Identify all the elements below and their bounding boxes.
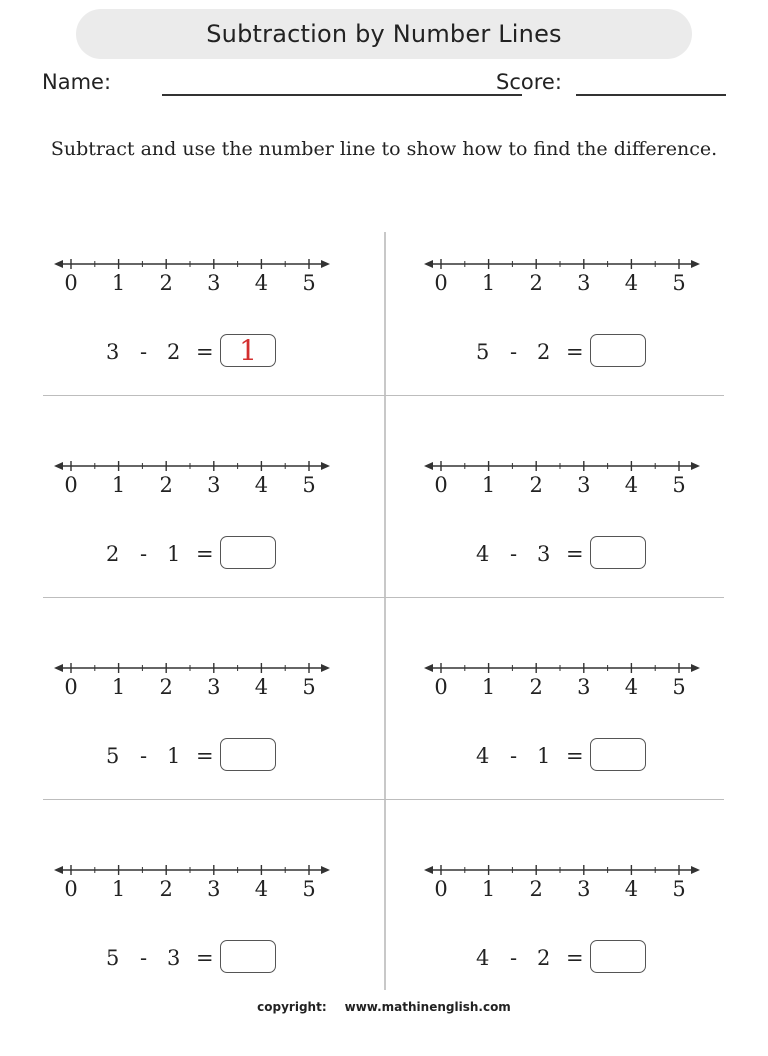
minuend: 4 bbox=[476, 542, 490, 566]
answer-box[interactable] bbox=[590, 536, 646, 569]
subtrahend: 2 bbox=[537, 946, 551, 970]
tick-label: 4 bbox=[624, 675, 639, 699]
tick-label: 0 bbox=[434, 473, 448, 497]
tick-label: 0 bbox=[434, 675, 448, 699]
tick-label: 4 bbox=[254, 675, 269, 699]
tick-label: 3 bbox=[577, 473, 591, 497]
right-arrow-icon bbox=[321, 664, 330, 672]
title-bar bbox=[76, 9, 692, 59]
tick-label: 3 bbox=[577, 877, 591, 901]
tick-label: 2 bbox=[529, 675, 543, 699]
subtrahend: 3 bbox=[167, 946, 181, 970]
problem-2 bbox=[424, 250, 764, 450]
minus-sign: - bbox=[510, 744, 518, 768]
tick-label: 5 bbox=[672, 271, 686, 295]
number-line[interactable] bbox=[54, 654, 344, 704]
instructions: Subtract and use the number line to show how to find the difference. bbox=[50, 138, 718, 160]
minuend: 3 bbox=[106, 340, 120, 364]
minuend: 2 bbox=[106, 542, 120, 566]
problem-1 bbox=[54, 250, 394, 450]
tick-label: 3 bbox=[207, 473, 221, 497]
problem-5 bbox=[54, 654, 394, 854]
copyright-url[interactable]: www.mathinenglish.com bbox=[344, 1000, 511, 1014]
minus-sign: - bbox=[510, 946, 518, 970]
equals-sign: = bbox=[196, 542, 214, 566]
right-arrow-icon bbox=[321, 462, 330, 470]
right-arrow-icon bbox=[321, 866, 330, 874]
equation bbox=[424, 536, 724, 572]
tick-label: 2 bbox=[159, 675, 173, 699]
tick-label: 0 bbox=[64, 877, 78, 901]
tick-label: 5 bbox=[302, 877, 316, 901]
left-arrow-icon bbox=[54, 664, 63, 672]
tick-label: 5 bbox=[672, 675, 686, 699]
equals-sign: = bbox=[196, 744, 214, 768]
tick-label: 3 bbox=[207, 675, 221, 699]
answer-box[interactable] bbox=[220, 738, 276, 771]
subtrahend: 1 bbox=[537, 744, 551, 768]
equation bbox=[54, 738, 354, 774]
name-score-row bbox=[42, 68, 732, 98]
tick-label: 4 bbox=[624, 877, 639, 901]
tick-label: 3 bbox=[577, 271, 591, 295]
tick-label: 5 bbox=[672, 473, 686, 497]
number-line[interactable] bbox=[54, 250, 344, 300]
tick-label: 5 bbox=[672, 877, 686, 901]
equation bbox=[54, 334, 354, 370]
subtrahend: 2 bbox=[167, 340, 181, 364]
minuend: 4 bbox=[476, 946, 490, 970]
tick-label: 5 bbox=[302, 473, 316, 497]
equation bbox=[54, 940, 354, 976]
score-label: Score: bbox=[496, 70, 562, 94]
equation bbox=[424, 738, 724, 774]
number-line[interactable] bbox=[54, 856, 344, 906]
minus-sign: - bbox=[140, 744, 148, 768]
tick-label: 2 bbox=[159, 271, 173, 295]
tick-label: 4 bbox=[254, 271, 269, 295]
tick-label: 4 bbox=[254, 877, 269, 901]
left-arrow-icon bbox=[424, 260, 433, 268]
left-arrow-icon bbox=[424, 462, 433, 470]
tick-label: 5 bbox=[302, 675, 316, 699]
equation bbox=[54, 536, 354, 572]
number-line[interactable] bbox=[424, 654, 714, 704]
tick-label: 3 bbox=[577, 675, 591, 699]
right-arrow-icon bbox=[691, 260, 700, 268]
problem-4 bbox=[424, 452, 764, 652]
minus-sign: - bbox=[510, 340, 518, 364]
left-arrow-icon bbox=[424, 866, 433, 874]
right-arrow-icon bbox=[691, 664, 700, 672]
tick-label: 4 bbox=[624, 473, 639, 497]
tick-label: 2 bbox=[529, 473, 543, 497]
equals-sign: = bbox=[566, 946, 584, 970]
answer-box[interactable] bbox=[590, 334, 646, 367]
equals-sign: = bbox=[196, 340, 214, 364]
number-line[interactable] bbox=[424, 250, 714, 300]
answer-box[interactable] bbox=[220, 536, 276, 569]
name-field[interactable] bbox=[162, 94, 522, 96]
tick-label: 4 bbox=[624, 271, 639, 295]
tick-label: 2 bbox=[529, 271, 543, 295]
subtrahend: 3 bbox=[537, 542, 551, 566]
subtrahend: 1 bbox=[167, 744, 181, 768]
problem-6 bbox=[424, 654, 764, 854]
equals-sign: = bbox=[566, 744, 584, 768]
right-arrow-icon bbox=[691, 866, 700, 874]
left-arrow-icon bbox=[54, 462, 63, 470]
equals-sign: = bbox=[196, 946, 214, 970]
minus-sign: - bbox=[510, 542, 518, 566]
subtrahend: 1 bbox=[167, 542, 181, 566]
tick-label: 1 bbox=[111, 877, 126, 901]
minuend: 4 bbox=[476, 744, 490, 768]
number-line[interactable] bbox=[424, 856, 714, 906]
left-arrow-icon bbox=[424, 664, 433, 672]
tick-label: 5 bbox=[302, 271, 316, 295]
problem-7 bbox=[54, 856, 394, 1056]
tick-label: 0 bbox=[64, 473, 78, 497]
equals-sign: = bbox=[566, 542, 584, 566]
score-field[interactable] bbox=[576, 94, 726, 96]
minuend: 5 bbox=[106, 744, 120, 768]
minus-sign: - bbox=[140, 542, 148, 566]
answer-box[interactable]: 1 bbox=[220, 334, 276, 367]
tick-label: 0 bbox=[64, 271, 78, 295]
problem-3 bbox=[54, 452, 394, 652]
number-line[interactable] bbox=[54, 452, 344, 502]
tick-label: 1 bbox=[481, 473, 496, 497]
tick-label: 1 bbox=[481, 675, 496, 699]
tick-label: 1 bbox=[481, 271, 496, 295]
equals-sign: = bbox=[566, 340, 584, 364]
name-label: Name: bbox=[42, 70, 112, 94]
problem-8 bbox=[424, 856, 764, 1056]
tick-label: 2 bbox=[529, 877, 543, 901]
right-arrow-icon bbox=[321, 260, 330, 268]
tick-label: 0 bbox=[64, 675, 78, 699]
tick-label: 2 bbox=[159, 877, 173, 901]
minuend: 5 bbox=[106, 946, 120, 970]
tick-label: 4 bbox=[254, 473, 269, 497]
subtrahend: 2 bbox=[537, 340, 551, 364]
minus-sign: - bbox=[140, 340, 148, 364]
equation bbox=[424, 334, 724, 370]
copyright-label: copyright: bbox=[257, 1000, 327, 1014]
tick-label: 1 bbox=[111, 473, 126, 497]
minus-sign: - bbox=[140, 946, 148, 970]
answer-box[interactable] bbox=[220, 940, 276, 973]
left-arrow-icon bbox=[54, 866, 63, 874]
footer bbox=[0, 1000, 768, 1014]
right-arrow-icon bbox=[691, 462, 700, 470]
answer-box[interactable] bbox=[590, 738, 646, 771]
tick-label: 1 bbox=[111, 271, 126, 295]
tick-label: 0 bbox=[434, 271, 448, 295]
tick-label: 1 bbox=[111, 675, 126, 699]
tick-label: 1 bbox=[481, 877, 496, 901]
minuend: 5 bbox=[476, 340, 490, 364]
left-arrow-icon bbox=[54, 260, 63, 268]
tick-label: 2 bbox=[159, 473, 173, 497]
tick-label: 3 bbox=[207, 877, 221, 901]
number-line[interactable] bbox=[424, 452, 714, 502]
tick-label: 3 bbox=[207, 271, 221, 295]
answer-box[interactable] bbox=[590, 940, 646, 973]
worksheet-title: Subtraction by Number Lines bbox=[206, 20, 562, 48]
tick-label: 0 bbox=[434, 877, 448, 901]
equation bbox=[424, 940, 724, 976]
